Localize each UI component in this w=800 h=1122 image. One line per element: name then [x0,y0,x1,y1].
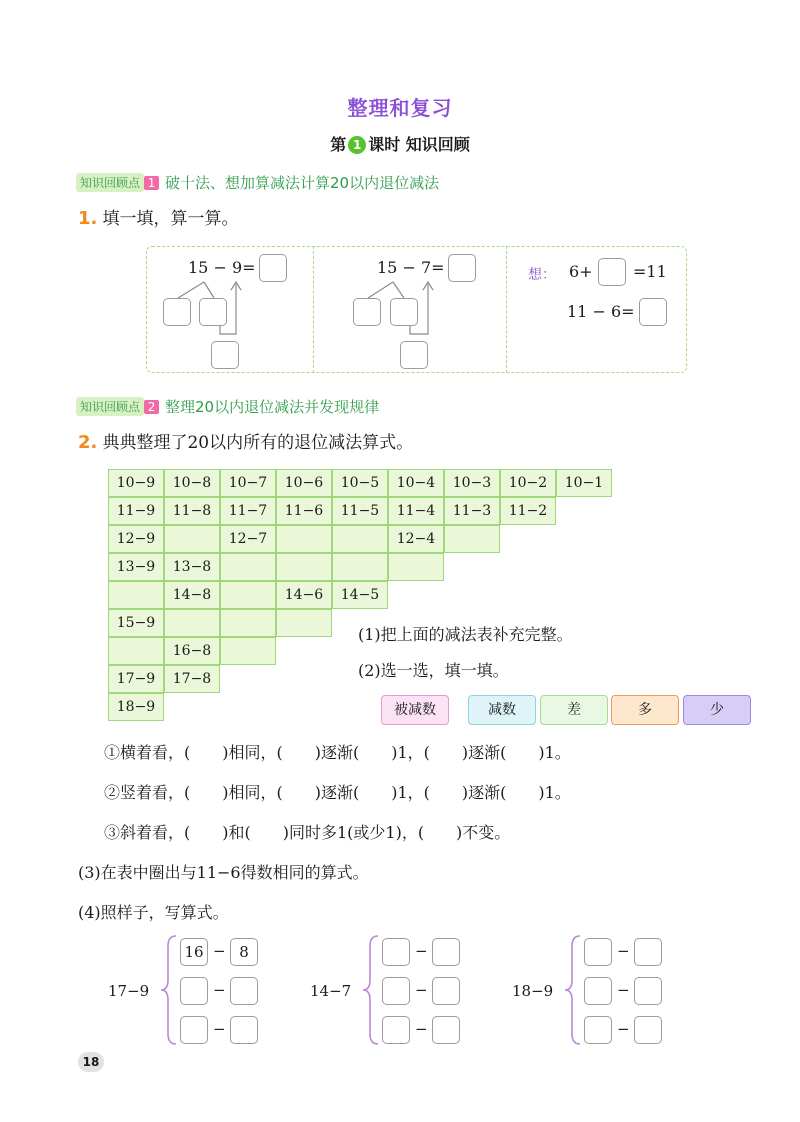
table-cell: 10−1 [556,469,612,497]
panel-divider [506,246,507,373]
table-cell: 18−9 [108,693,164,721]
think-add-left: 6+ [569,262,593,281]
expr-15-7: 15 − 7= [377,258,445,277]
question-number: 1. [78,208,98,229]
sub-question-2: (2)选一选，填一填。 [358,661,509,680]
answer-box[interactable] [353,298,381,326]
table-cell[interactable] [108,581,164,609]
table-cell: 10−5 [332,469,388,497]
table-cell[interactable] [332,525,388,553]
table-cell: 10−9 [108,469,164,497]
table-cell: 12−4 [388,525,444,553]
answer-box[interactable] [211,341,239,369]
brace-icon [362,934,382,1046]
fill-line-horizontal: ①横着看，( )相同，( )逐渐( )1，( )逐渐( )1。 [104,743,571,762]
table-cell: 13−8 [164,553,220,581]
table-cell[interactable] [108,637,164,665]
knowledge-point-1 [76,172,439,193]
answer-box[interactable] [432,1016,460,1044]
table-cell[interactable] [388,553,444,581]
lesson-prefix: 第 [330,135,347,154]
table-cell[interactable] [444,525,500,553]
table-cell: 11−9 [108,497,164,525]
think-add-right: =11 [633,262,667,281]
answer-box[interactable] [199,298,227,326]
example-minuend: 16 [180,938,208,966]
minus-sign: − [415,942,428,960]
table-cell: 11−6 [276,497,332,525]
kp-tag: 知识回顾点 [76,173,144,192]
kp-text: 破十法、想加算减法计算20以内退位减法 [165,174,440,192]
table-cell: 17−9 [108,665,164,693]
minus-sign: − [213,1020,226,1038]
option-less[interactable]: 少 [683,695,751,725]
sub-question-1: (1)把上面的减法表补充完整。 [358,625,573,644]
lesson-number-badge: 1 [348,136,366,154]
group-label: 18−9 [512,982,554,1000]
kp-num: 2 [144,400,159,414]
minus-sign: − [415,1020,428,1038]
answer-box[interactable] [163,298,191,326]
table-cell: 12−9 [108,525,164,553]
knowledge-point-2 [76,396,379,417]
option-subtrahend[interactable]: 减数 [468,695,536,725]
expr-15-9: 15 − 9= [188,258,256,277]
answer-box[interactable] [382,938,410,966]
page-title: 整理和复习 [347,96,453,120]
answer-box[interactable] [382,977,410,1005]
table-cell: 13−9 [108,553,164,581]
table-cell: 17−8 [164,665,220,693]
table-cell: 11−7 [220,497,276,525]
answer-box[interactable] [584,977,612,1005]
table-cell: 10−2 [500,469,556,497]
think-sub: 11 − 6= [567,302,635,321]
table-cell[interactable] [220,581,276,609]
table-cell: 14−6 [276,581,332,609]
group-label: 17−9 [108,982,150,1000]
brace-icon [160,934,180,1046]
answer-box[interactable] [180,977,208,1005]
answer-box[interactable] [382,1016,410,1044]
brace-icon [564,934,584,1046]
answer-box[interactable] [584,1016,612,1044]
answer-box[interactable] [634,1016,662,1044]
minus-sign: − [213,942,226,960]
minus-sign: − [617,981,630,999]
table-cell: 10−6 [276,469,332,497]
table-cell[interactable] [220,637,276,665]
group-label: 14−7 [310,982,352,1000]
table-cell: 10−8 [164,469,220,497]
kp-text: 整理20以内退位减法并发现规律 [165,398,380,416]
table-cell: 10−3 [444,469,500,497]
option-more[interactable]: 多 [611,695,679,725]
answer-box[interactable] [180,1016,208,1044]
table-cell: 14−8 [164,581,220,609]
example-subtrahend: 8 [230,938,258,966]
minus-sign: − [617,942,630,960]
fill-line-diagonal: ③斜着看，( )和( )同时多1(或少1)，( )不变。 [104,823,511,842]
table-cell[interactable] [164,609,220,637]
lesson-suffix: 课时 知识回顾 [368,135,470,154]
answer-box[interactable] [230,1016,258,1044]
question-1 [78,204,238,229]
answer-box[interactable] [400,341,428,369]
answer-box[interactable] [639,298,667,326]
answer-box[interactable] [598,258,626,286]
sub-question-3: (3)在表中圈出与11−6得数相同的算式。 [78,863,369,882]
answer-box[interactable] [230,977,258,1005]
page-number: 18 [78,1052,104,1072]
answer-box[interactable] [432,938,460,966]
table-cell[interactable] [276,553,332,581]
sub-question-4: (4)照样子，写算式。 [78,903,229,922]
table-cell[interactable] [220,609,276,637]
answer-box[interactable] [432,977,460,1005]
table-cell[interactable] [276,525,332,553]
option-difference[interactable]: 差 [540,695,608,725]
question-text: 填一填，算一算。 [102,209,239,229]
minus-sign: − [415,981,428,999]
table-cell: 10−4 [388,469,444,497]
table-cell: 10−7 [220,469,276,497]
table-cell: 11−8 [164,497,220,525]
question-number: 2. [78,432,98,453]
question-text: 典典整理了20以内所有的退位减法算式。 [102,433,414,453]
table-cell[interactable] [332,553,388,581]
table-cell[interactable] [164,525,220,553]
table-cell: 15−9 [108,609,164,637]
answer-box[interactable] [390,298,418,326]
fill-line-vertical: ②竖着看，( )相同，( )逐渐( )1，( )逐渐( )1。 [104,783,571,802]
table-cell: 11−2 [500,497,556,525]
table-cell: 16−8 [164,637,220,665]
question-2 [78,428,413,453]
answer-box[interactable] [584,938,612,966]
kp-tag: 知识回顾点 [76,397,144,416]
table-cell[interactable] [220,553,276,581]
table-cell: 14−5 [332,581,388,609]
table-cell: 11−3 [444,497,500,525]
minus-sign: − [213,981,226,999]
table-cell: 11−4 [388,497,444,525]
answer-box[interactable] [634,977,662,1005]
answer-box[interactable] [634,938,662,966]
table-cell[interactable] [276,609,332,637]
panel-divider [313,246,314,373]
think-label: 想： [528,267,556,283]
minus-sign: − [617,1020,630,1038]
option-minuend[interactable]: 被减数 [381,695,449,725]
table-cell: 11−5 [332,497,388,525]
lesson-heading [0,132,800,155]
table-cell: 12−7 [220,525,276,553]
kp-num: 1 [144,176,159,190]
